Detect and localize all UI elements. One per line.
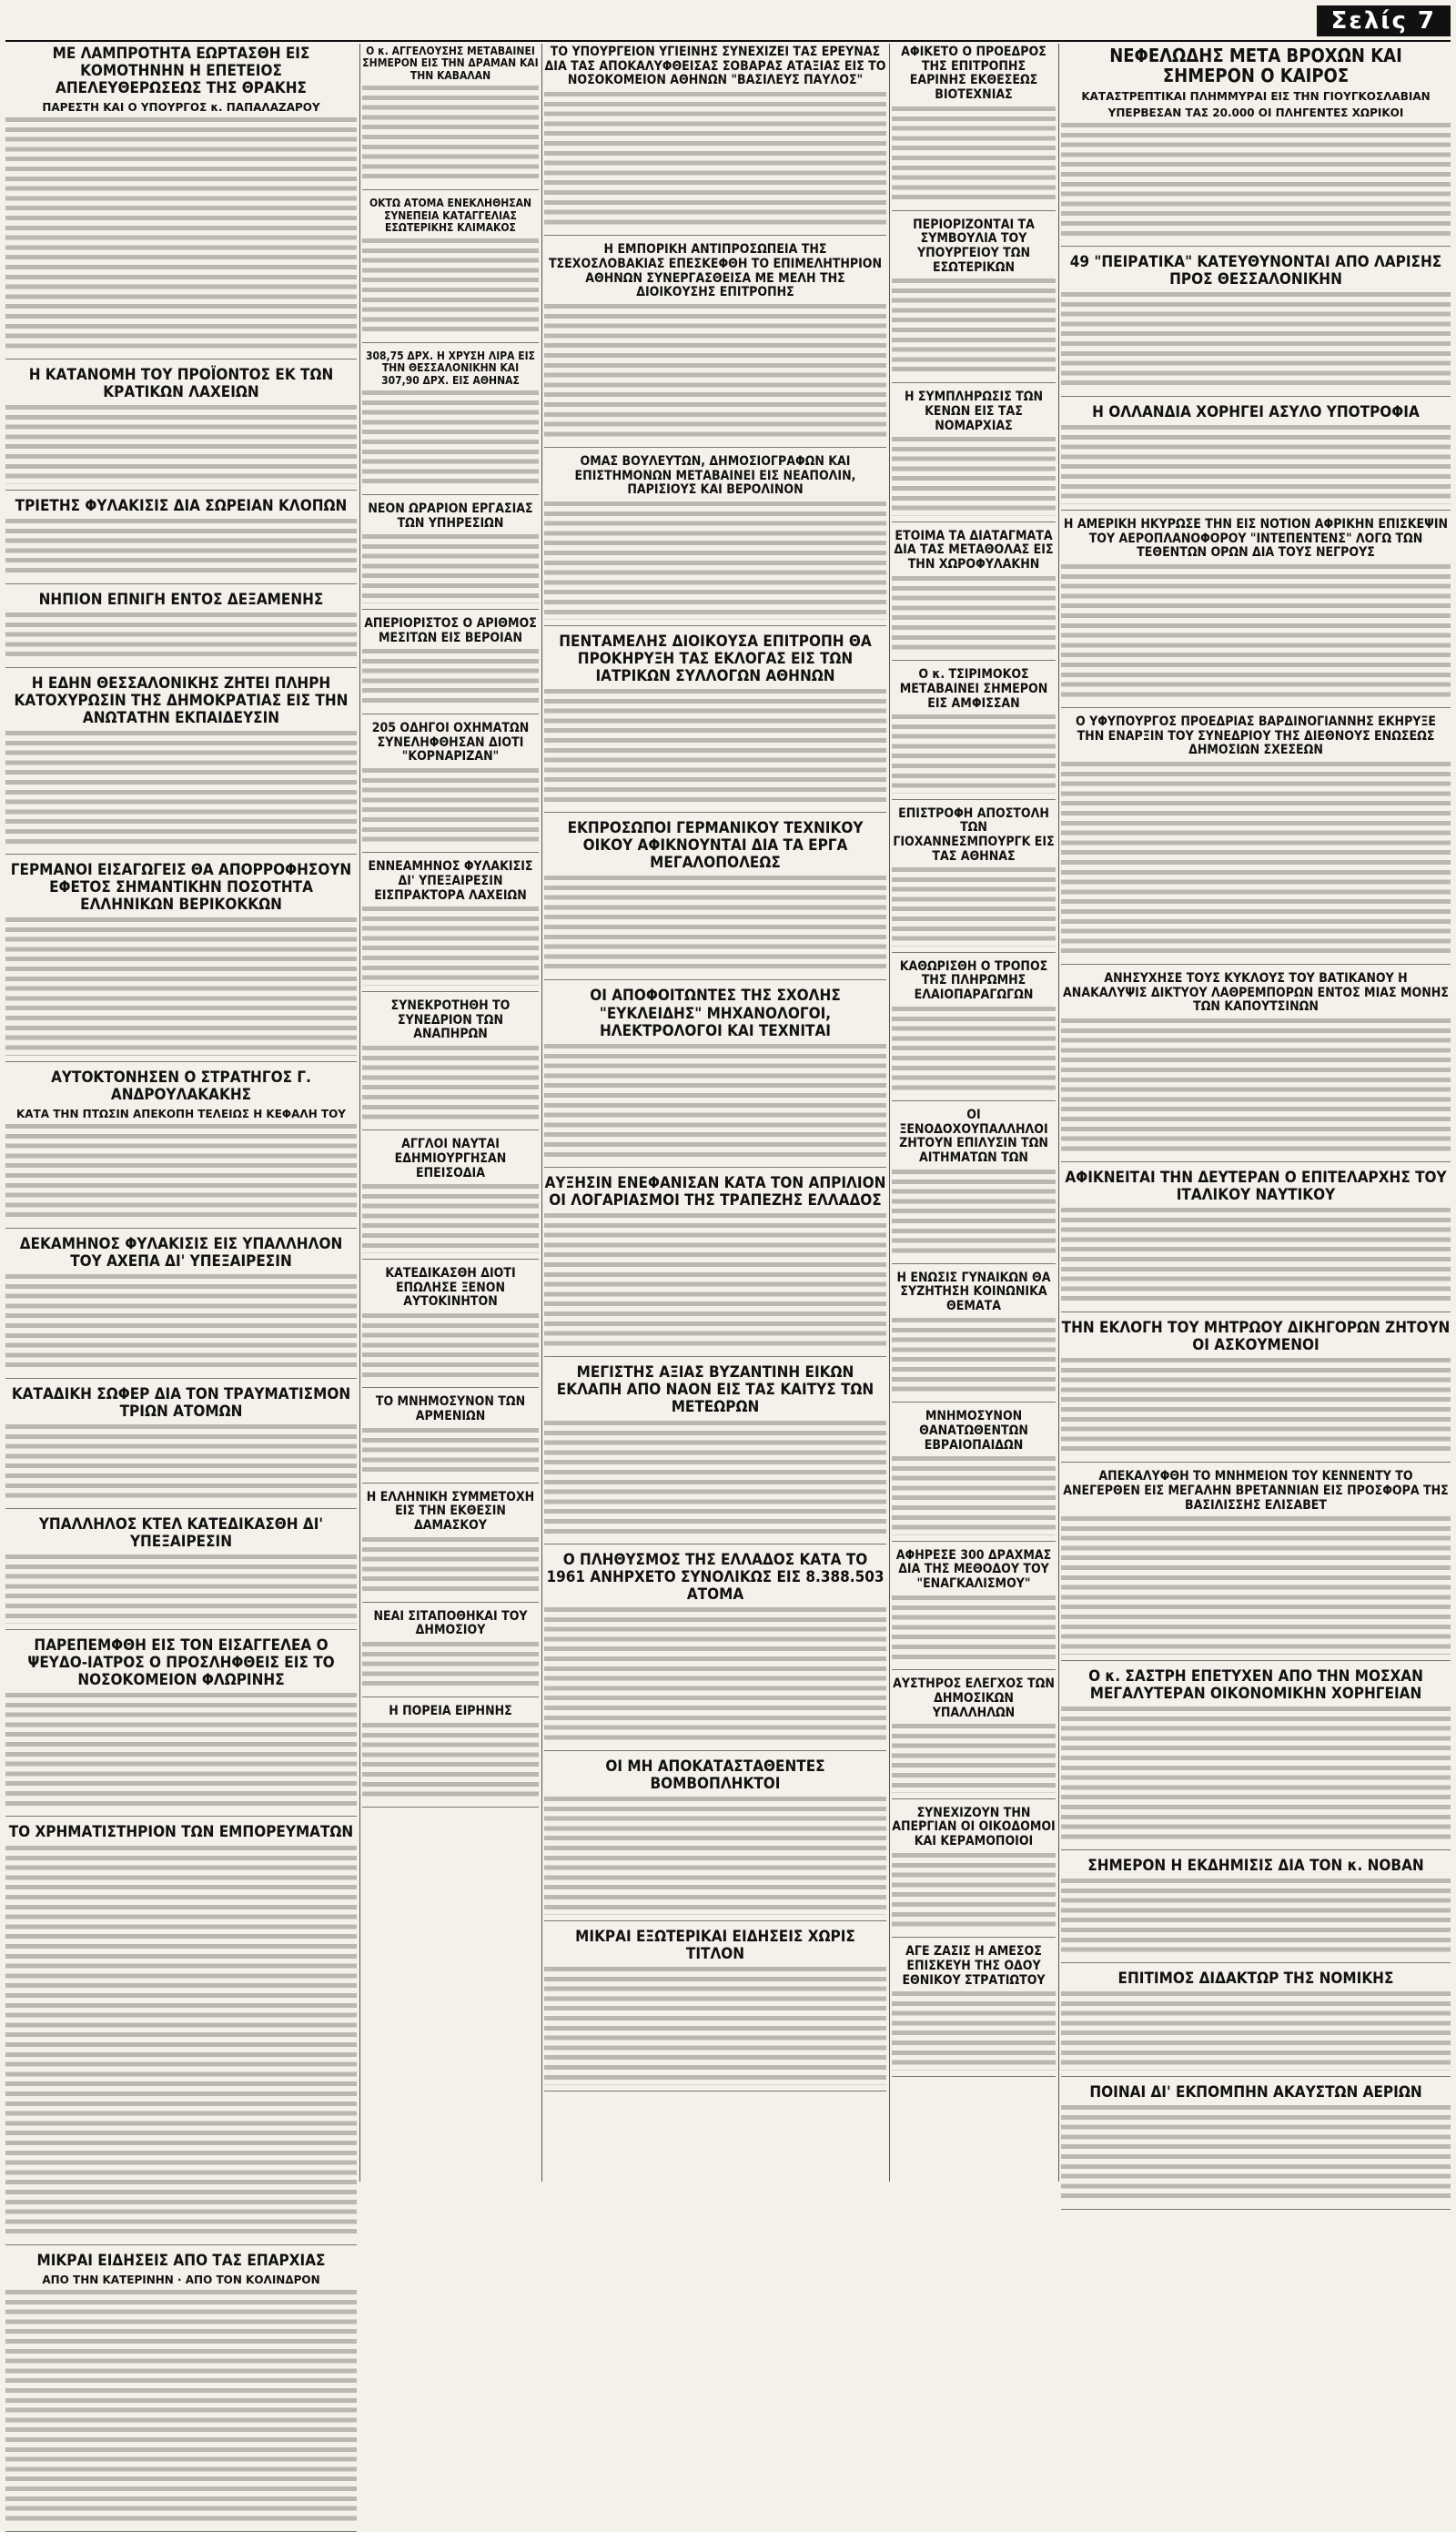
article bbox=[5, 1824, 357, 2244]
article-headline: ΑΠΕΚΑΛΥΦΘΗ ΤΟ ΜΝΗΜΕΙΟΝ ΤΟΥ ΚΕΝΝΕΝΤΥ ΤΟ ΑΝΕΓΕΡΘΕΝ ΕΙΣ ΜΕΓΑΛΗΝ ΒΡΕΤΑΝΝΙΑΝ ΕΙΣ ΠΡΟΣΦΟΡΑ ΤΗΣ ΒΑΣΙΛΙΣΣΗΣ ΕΛΙΣΑΒΕΤ bbox=[1063, 1469, 1449, 1513]
article-headline: ΕΤΟΙΜΑ ΤΑ ΔΙΑΤΑΓΜΑΤΑ ΔΙΑ ΤΑΣ ΜΕΤΑΘΟΛΑΣ ΕΙΣ ΤΗΝ ΧΩΡΟΦΥΛΑΚΗΝ bbox=[894, 528, 1054, 572]
article bbox=[1061, 1170, 1451, 1312]
article-body bbox=[362, 906, 539, 985]
article bbox=[362, 350, 539, 495]
body-text-lines bbox=[362, 649, 539, 708]
article-headline: ΑΦΙΚΝΕΙΤΑΙ ΤΗΝ ΔΕΥΤΕΡΑΝ Ο ΕΠΙΤΕΛΑΡΧΗΣ ΤΟΥ ΙΤΑΛΙΚΟΥ ΝΑΥΤΙΚΟΥ bbox=[1065, 1169, 1447, 1205]
column-2 bbox=[362, 44, 539, 2182]
article-headline: ΠΕΡΙΟΡΙΖΟΝΤΑΙ ΤΑ ΣΥΜΒΟΥΛΙΑ ΤΟΥ ΥΠΟΥΡΓΕΙΟΥ ΤΩΝ ΕΣΩΤΕΡΙΚΩΝ bbox=[913, 217, 1035, 275]
column-5 bbox=[1061, 44, 1451, 2182]
article bbox=[544, 1758, 886, 1921]
article-headline: 308,75 ΔΡΧ. Η ΧΡΥΣΗ ΛΙΡΑ ΕΙΣ ΤΗΝ ΘΕΣΣΑΛΟΝΙΚΗΝ ΚΑΙ 307,90 ΔΡΧ. ΕΙΣ ΑΘΗΝΑΣ bbox=[365, 349, 536, 387]
article bbox=[5, 675, 357, 856]
article-headline: Η ΕΝΩΣΙΣ ΓΥΝΑΙΚΩΝ ΘΑ ΣΥΖΗΤΗΣΗ ΚΟΙΝΩΝΙΚΑ ΘΕΜΑΤΑ bbox=[896, 1270, 1051, 1314]
article-headline: ΝΗΠΙΟΝ ΕΠΝΙΓΗ ΕΝΤΟΣ ΔΕΞΑΜΕΝΗΣ bbox=[38, 590, 324, 609]
article-body bbox=[1061, 1208, 1451, 1306]
article bbox=[5, 1516, 357, 1630]
article-headline: ΜΝΗΜΟΣΥΝΟΝ ΘΑΝΑΤΩΘΕΝΤΩΝ ΕΒΡΑΙΟΠΑΙΔΩΝ bbox=[919, 1409, 1028, 1453]
article-headline: ΑΥΤΟΚΤΟΝΗΣΕΝ Ο ΣΤΡΑΤΗΓΟΣ Γ. ΑΝΔΡΟΥΛΑΚΑΚΗΣ bbox=[51, 1068, 311, 1104]
article bbox=[1061, 404, 1451, 510]
article-body bbox=[892, 867, 1056, 946]
body-text-lines bbox=[544, 92, 886, 229]
article-headline: ΜΙΚΡΑΙ ΕΙΔΗΣΕΙΣ ΑΠΟ ΤΑΣ ΕΠΑΡΧΙΑΣ bbox=[36, 2251, 326, 2270]
body-text-lines bbox=[362, 86, 539, 184]
article bbox=[1061, 2084, 1451, 2210]
body-text-lines bbox=[5, 519, 357, 578]
article-body bbox=[1061, 123, 1451, 241]
article-body bbox=[1061, 1358, 1451, 1456]
column-rule bbox=[1058, 44, 1059, 2182]
body-text-lines bbox=[892, 437, 1056, 515]
body-text-lines bbox=[1061, 564, 1451, 702]
article bbox=[544, 820, 886, 980]
article-headline: ΑΝΗΣΥΧΗΣΕ ΤΟΥΣ ΚΥΚΛΟΥΣ ΤΟΥ ΒΑΤΙΚΑΝΟΥ Η ΑΝΑΚΑΛΥΨΙΣ ΔΙΚΤΥΟΥ ΛΑΘΡΕΜΠΟΡΩΝ ΕΝΤΟΣ ΜΙΑΣ ΜΟΝΗΣ ΤΩΝ ΚΑΠΟΥΤΣΙΝΩΝ bbox=[1063, 971, 1449, 1015]
article bbox=[1061, 1970, 1451, 2076]
body-text-lines bbox=[1061, 292, 1451, 390]
article-headline: ΑΠΕΡΙΟΡΙΣΤΟΣ Ο ΑΡΙΘΜΟΣ ΜΕΣΙΤΩΝ ΕΙΣ ΒΕΡΟΙΑΝ bbox=[364, 615, 537, 645]
article-body bbox=[544, 501, 886, 620]
article-headline: ΝΕΟΝ ΩΡΑΡΙΟΝ ΕΡΓΑΣΙΑΣ ΤΩΝ ΥΠΗΡΕΣΙΩΝ bbox=[368, 501, 533, 531]
body-text-lines bbox=[892, 1853, 1056, 1931]
article-headline: Ο κ. ΑΓΓΕΛΟΥΣΗΣ ΜΕΤΑΒΑΙΝΕΙ ΣΗΜΕΡΟΝ ΕΙΣ ΤΗΝ ΔΡΑΜΑΝ ΚΑΙ ΤΗΝ ΚΑΒΑΛΑΝ bbox=[362, 45, 539, 82]
column-rule bbox=[359, 44, 360, 2182]
article-headline: ΑΓΕ ΖΑΣΙΣ Η ΑΜΕΣΟΣ ΕΠΙΣΚΕΥΗ ΤΗΣ ΟΔΟΥ ΕΘΝΙΚΟΥ ΣΤΡΑΤΙΩΤΟΥ bbox=[902, 1944, 1046, 1988]
body-text-lines bbox=[5, 1124, 357, 1222]
body-text-lines bbox=[892, 1170, 1056, 1258]
article bbox=[544, 987, 886, 1168]
article-body bbox=[1061, 762, 1451, 958]
article-headline: ΑΓΓΛΟΙ ΝΑΥΤΑΙ ΕΔΗΜΙΟΥΡΓΗΣΑΝ ΕΠΕΙΣΟΔΙΑ bbox=[394, 1137, 507, 1180]
article bbox=[362, 722, 539, 853]
article-body bbox=[892, 437, 1056, 515]
article-body bbox=[5, 1693, 357, 1811]
article-headline: ΟΙ ΜΗ ΑΠΟΚΑΤΑΣΤΑΘΕΝΤΕΣ ΒΟΜΒΟΠΛΗΚΤΟΙ bbox=[605, 1757, 825, 1794]
body-text-lines bbox=[892, 1991, 1056, 2070]
article bbox=[892, 1410, 1056, 1541]
article-headline: 205 ΟΔΗΓΟΙ ΟΧΗΜΑΤΩΝ ΣΥΝΕΛΗΦΘΗΣΑΝ ΔΙΟΤΙ "ΚΟΡΝΑΡΙΖΑΝ" bbox=[371, 721, 530, 765]
body-text-lines bbox=[1061, 1707, 1451, 1844]
article-body bbox=[5, 2290, 357, 2526]
article-body bbox=[892, 1318, 1056, 1396]
body-text-lines bbox=[1061, 425, 1451, 503]
article bbox=[362, 46, 539, 190]
article-headline: ΣΥΝΕΧΙΖΟΥΝ ΤΗΝ ΑΠΕΡΓΙΑΝ ΟΙ ΟΙΚΟΔΟΜΟΙ ΚΑΙ ΚΕΡΑΜΟΠΟΙΟΙ bbox=[892, 1805, 1056, 1849]
article bbox=[892, 46, 1056, 211]
article bbox=[5, 367, 357, 490]
article-headline: Ο ΥΦΥΠΟΥΡΓΟΣ ΠΡΟΕΔΡΙΑΣ ΒΑΡΔΙΝΟΓΙΑΝΝΗΣ ΕΚΗΡΥΞΕ ΤΗΝ ΕΝΑΡΞΙΝ ΤΟΥ ΣΥΝΕΔΡΙΟΥ ΤΗΣ ΔΙΕΘΝΟΥΣ ΕΝΩΣΕΩΣ ΔΗΜΟΣΙΩΝ ΣΧΕΣΕΩΝ bbox=[1076, 714, 1436, 758]
article bbox=[544, 243, 886, 448]
body-text-lines bbox=[544, 1213, 886, 1351]
article-body bbox=[362, 649, 539, 708]
masthead bbox=[5, 5, 1451, 42]
body-text-lines bbox=[362, 768, 539, 846]
article bbox=[544, 633, 886, 814]
article bbox=[362, 1267, 539, 1389]
column-1 bbox=[5, 44, 357, 2286]
article bbox=[892, 960, 1056, 1101]
article bbox=[892, 1549, 1056, 1671]
body-text-lines bbox=[362, 1313, 539, 1382]
article-body bbox=[5, 613, 357, 662]
article-body bbox=[5, 1846, 357, 2239]
article-subheadline: ΑΠΟ ΤΗΝ ΚΑΤΕΡΙΝΗΝ · ΑΠΟ ΤΟΝ ΚΟΛΙΝΔΡΟΝ bbox=[42, 2273, 320, 2286]
article bbox=[1061, 254, 1451, 397]
article-headline: Ο κ. ΤΣΙΡΙΜΟΚΟΣ ΜΕΤΑΒΑΙΝΕΙ ΣΗΜΕΡΟΝ ΕΙΣ ΑΜΦΙΣΣΑΝ bbox=[899, 667, 1048, 711]
article-headline: ΚΑΤΑΔΙΚΗ ΣΩΦΕΡ ΔΙΑ ΤΟΝ ΤΡΑΥΜΑΤΙΣΜΟΝ ΤΡΙΩΝ ΑΤΟΜΩΝ bbox=[11, 1384, 351, 1421]
article-headline: ΑΦΙΚΕΤΟ Ο ΠΡΟΕΔΡΟΣ ΤΗΣ ΕΠΙΤΡΟΠΗΣ ΕΑΡΙΝΗΣ ΕΚΘΕΣΕΩΣ ΒΙΟΤΕΧΝΙΑΣ bbox=[901, 45, 1046, 103]
article-subheadline: ΠΑΡΕΣΤΗ ΚΑΙ Ο ΥΠΟΥΡΓΟΣ κ. ΠΑΠΑΛΑΖΑΡΟΥ bbox=[42, 101, 320, 115]
article bbox=[544, 455, 886, 626]
article-body bbox=[1061, 425, 1451, 503]
article bbox=[1061, 1470, 1451, 1660]
article-body bbox=[1061, 1018, 1451, 1156]
body-text-lines bbox=[544, 1967, 886, 2085]
article-body bbox=[5, 1124, 357, 1222]
article bbox=[1061, 518, 1451, 708]
article-body bbox=[5, 1424, 357, 1503]
article bbox=[892, 218, 1056, 384]
article-headline: ΠΕΝΤΑΜΕΛΗΣ ΔΙΟΙΚΟΥΣΑ ΕΠΙΤΡΟΠΗ ΘΑ ΠΡΟΚΗΡΥΞΗ ΤΑΣ ΕΚΛΟΓΑΣ ΕΙΣ ΤΩΝ ΙΑΤΡΙΚΩΝ ΣΥΛΛΟΓΩΝ ΑΘΗΝΩΝ bbox=[559, 632, 872, 685]
body-text-lines bbox=[1061, 1208, 1451, 1306]
article-headline: ΜΕ ΛΑΜΠΡΟΤΗΤΑ ΕΩΡΤΑΣΘΗ ΕΙΣ ΚΟΜΟΤΗΝΗΝ Η ΕΠΕΤΕΙΟΣ ΑΠΕΛΕΥΘΕΡΩΣΕΩΣ ΤΗΣ ΘΡΑΚΗΣ bbox=[52, 45, 310, 98]
article-body bbox=[1061, 564, 1451, 702]
article-body bbox=[892, 1007, 1056, 1095]
article bbox=[5, 1386, 357, 1509]
body-text-lines bbox=[544, 1607, 886, 1745]
article bbox=[1061, 972, 1451, 1162]
article-headline: ΑΦΗΡΕΣΕ 300 ΔΡΑΧΜΑΣ ΔΙΑ ΤΗΣ ΜΕΘΟΔΟΥ ΤΟΥ "ΕΝΑΓΚΑΛΙΣΜΟΥ" bbox=[895, 1547, 1052, 1591]
article-headline: ΜΙΚΡΑΙ ΕΞΩΤΕΡΙΚΑΙ ΕΙΔΗΣΕΙΣ ΧΩΡΙΣ ΤΙΤΛΟΝ bbox=[575, 1928, 855, 1964]
article-body bbox=[544, 1967, 886, 2085]
body-text-lines bbox=[362, 390, 539, 489]
article-headline: Η ΕΔΗΝ ΘΕΣΣΑΛΟΝΙΚΗΣ ΖΗΤΕΙ ΠΛΗΡΗ ΚΑΤΟΧΥΡΩΣΙΝ ΤΗΣ ΔΗΜΟΚΡΑΤΙΑΣ ΕΙΣ ΤΗΝ ΑΝΩΤΑΤΗΝ ΕΚΠΑΙΔΕΥΣΙΝ bbox=[14, 674, 349, 727]
article bbox=[362, 999, 539, 1130]
article-body bbox=[544, 1213, 886, 1351]
article-body bbox=[362, 1046, 539, 1124]
body-text-lines bbox=[5, 613, 357, 662]
article-body bbox=[892, 1991, 1056, 2070]
body-text-lines bbox=[362, 1184, 539, 1253]
body-text-lines bbox=[544, 689, 886, 807]
article-body bbox=[362, 1428, 539, 1477]
article-headline: ΤΟ ΜΝΗΜΟΣΥΝΟΝ ΤΩΝ ΑΡΜΕΝΙΩΝ bbox=[375, 1394, 526, 1424]
article-headline: ΟΜΑΣ ΒΟΥΛΕΥΤΩΝ, ΔΗΜΟΣΙΟΓΡΑΦΩΝ ΚΑΙ ΕΠΙΣΤΗΜΟΝΩΝ ΜΕΤΑΒΑΙΝΕΙ ΕΙΣ ΝΕΑΠΟΛΙΝ, ΠΑΡΙΣΙΟΥΣ ΚΑΙ ΒΕΡΟΛΙΝΟΝ bbox=[574, 454, 856, 498]
article-headline: Η ΣΥΜΠΛΗΡΩΣΙΣ ΤΩΝ ΚΕΝΩΝ ΕΙΣ ΤΑΣ ΝΟΜΑΡΧΙΑΣ bbox=[904, 390, 1044, 433]
article-subheadline: ΥΠΕΡΒΕΣΑΝ ΤΑΣ 20.000 ΟΙ ΠΛΗΓΕΝΤΕΣ ΧΩΡΙΚΟΙ bbox=[1107, 106, 1404, 119]
article bbox=[892, 390, 1056, 522]
article-body bbox=[892, 1853, 1056, 1931]
body-text-lines bbox=[362, 1723, 539, 1801]
body-text-lines bbox=[1061, 1358, 1451, 1456]
article bbox=[892, 807, 1056, 953]
body-text-lines bbox=[5, 1555, 357, 1624]
article-body bbox=[1061, 1707, 1451, 1844]
article-body bbox=[5, 405, 357, 483]
article-headline: Η ΠΟΡΕΙΑ ΕΙΡΗΝΗΣ bbox=[389, 1703, 512, 1718]
article-headline: ΠΑΡΕΠΕΜΦΘΗ ΕΙΣ ΤΟΝ ΕΙΣΑΓΓΕΛΕΑ Ο ΨΕΥΔΟ-ΙΑΤΡΟΣ Ο ΠΡΟΣΛΗΦΘΕΙΣ ΕΙΣ ΤΟ ΝΟΣΟΚΟΜΕΙΟΝ ΦΛΩΡΙΝΗΣ bbox=[27, 1636, 335, 1689]
body-text-lines bbox=[5, 1846, 357, 2239]
article-headline: 49 "ΠΕΙΡΑΤΙΚΑ" ΚΑΤΕΥΘΥΝΟΝΤΑΙ ΑΠΟ ΛΑΡΙΣΗΣ ΠΡΟΣ ΘΕΣΣΑΛΟΝΙΚΗΝ bbox=[1069, 253, 1442, 289]
body-text-lines bbox=[1061, 762, 1451, 958]
article-body bbox=[362, 768, 539, 846]
article-headline: Η ΑΜΕΡΙΚΗ ΗΚΥΡΩΣΕ ΤΗΝ ΕΙΣ ΝΟΤΙΟΝ ΑΦΡΙΚΗΝ ΕΠΙΣΚΕΨΙΝ ΤΟΥ ΑΕΡΟΠΛΑΝΟΦΟΡΟΥ "ΙΝΤΕΠΕΝΤΕΝΣ" ΛΟΓΩ ΤΩΝ ΤΕΘΕΝΤΩΝ ΟΡΩΝ ΔΙΑ ΤΟΥΣ ΝΕΓΡΟΥΣ bbox=[1063, 516, 1449, 561]
article bbox=[5, 498, 357, 584]
article bbox=[362, 1610, 539, 1697]
article-body bbox=[892, 1724, 1056, 1793]
article-body bbox=[362, 1723, 539, 1801]
article-headline: Η ΕΛΛΗΝΙΚΗ ΣΥΜΜΕΤΟΧΗ ΕΙΣ ΤΗΝ ΕΚΘΕΣΙΝ ΔΑΜΑΣΚΟΥ bbox=[366, 1489, 535, 1534]
body-text-lines bbox=[892, 576, 1056, 654]
article-body bbox=[5, 1274, 357, 1372]
article bbox=[5, 862, 357, 1061]
article bbox=[362, 1491, 539, 1603]
article-headline: ΔΕΚΑΜΗΝΟΣ ΦΥΛΑΚΙΣΙΣ ΕΙΣ ΥΠΑΛΛΗΛΟΝ ΤΟΥ ΑΧΕΠΑ ΔΙ' ΥΠΕΞΑΙΡΕΣΙΝ bbox=[19, 1234, 343, 1271]
article-body bbox=[362, 1313, 539, 1382]
article-headline: ΑΥΣΤΗΡΟΣ ΕΛΕΓΧΟΣ ΤΩΝ ΔΗΜΟΣΙΚΩΝ ΥΠΑΛΛΗΛΩΝ bbox=[893, 1676, 1055, 1720]
article bbox=[544, 1175, 886, 1357]
article bbox=[362, 617, 539, 714]
article-headline: ΓΕΡΜΑΝΟΙ ΕΙΣΑΓΩΓΕΙΣ ΘΑ ΑΠΟΡΡΟΦΗΣΟΥΝ ΕΦΕΤΟΣ ΣΗΜΑΝΤΙΚΗΝ ΠΟΣΟΤΗΤΑ ΕΛΛΗΝΙΚΩΝ ΒΕΡΙΚΟΚΚΩΝ bbox=[10, 861, 352, 915]
body-text-lines bbox=[1061, 1991, 1451, 2070]
body-text-lines bbox=[544, 876, 886, 974]
body-text-lines bbox=[5, 1274, 357, 1372]
body-text-lines bbox=[5, 1693, 357, 1811]
article-headline: ΕΝΝΕΑΜΗΝΟΣ ΦΥΛΑΚΙΣΙΣ ΔΙ' ΥΠΕΞΑΙΡΕΣΙΝ ΕΙΣΠΡΑΚΤΟΡΑ ΛΑΧΕΙΩΝ bbox=[368, 859, 533, 903]
body-text-lines bbox=[544, 1044, 886, 1162]
article-headline: ΠΟΙΝΑΙ ΔΙ' ΕΚΠΟΜΠΗΝ ΑΚΑΥΣΤΩΝ ΑΕΡΙΩΝ bbox=[1089, 2082, 1422, 2102]
article bbox=[362, 197, 539, 342]
article-headline: Η ΕΜΠΟΡΙΚΗ ΑΝΤΙΠΡΟΣΩΠΕΙΑ ΤΗΣ ΤΣΕΧΟΣΛΟΒΑΚΙΑΣ ΕΠΕΣΚΕΦΘΗ ΤΟ ΕΠΙΜΕΛΗΤΗΡΙΟΝ ΑΘΗΝΩΝ ΣΥΝΕΡΓΑΣΘΕΙΣΑ ΜΕ ΜΕΛΗ ΤΗΣ ΔΙΟΙΚΟΥΣΗΣ ΕΠΙΤΡΟΠΗΣ bbox=[548, 242, 883, 300]
article-headline: Η ΚΑΤΑΝΟΜΗ ΤΟΥ ΠΡΟΪΟΝΤΟΣ ΕΚ ΤΩΝ ΚΡΑΤΙΚΩΝ ΛΑΧΕΙΩΝ bbox=[28, 366, 334, 402]
article bbox=[892, 1945, 1056, 2076]
article bbox=[362, 860, 539, 991]
article-body bbox=[5, 117, 357, 353]
article bbox=[892, 1109, 1056, 1264]
body-text-lines bbox=[1061, 2105, 1451, 2203]
article bbox=[1061, 1858, 1451, 1963]
article-body bbox=[544, 1797, 886, 1915]
page-number-label: Σελίς 7 bbox=[1317, 5, 1451, 36]
article-body bbox=[362, 86, 539, 184]
article-headline: ΚΑΤΕΔΙΚΑΣΘΗ ΔΙΟΤΙ ΕΠΩΛΗΣΕ ΞΕΝΟΝ ΑΥΤΟΚΙΝΗΤΟΝ bbox=[385, 1265, 516, 1310]
article-body bbox=[544, 1421, 886, 1539]
body-text-lines bbox=[5, 2290, 357, 2526]
article-headline: ΚΑΘΩΡΙΣΘΗ Ο ΤΡΟΠΟΣ ΤΗΣ ΠΛΗΡΩΜΗΣ ΕΛΑΙΟΠΑΡΑΓΩΓΩΝ bbox=[899, 958, 1048, 1003]
article-headline: ΣΥΝΕΚΡΟΤΗΘΗ ΤΟ ΣΥΝΕΔΡΙΟΝ ΤΩΝ ΑΝΑΠΗΡΩΝ bbox=[390, 998, 511, 1042]
body-text-lines bbox=[5, 405, 357, 483]
article bbox=[1061, 715, 1451, 965]
body-text-lines bbox=[362, 1537, 539, 1596]
body-text-lines bbox=[892, 1318, 1056, 1396]
body-text-lines bbox=[362, 1046, 539, 1124]
article bbox=[544, 1929, 886, 2091]
body-text-lines bbox=[892, 867, 1056, 946]
article-body bbox=[892, 279, 1056, 377]
body-text-lines bbox=[892, 1007, 1056, 1095]
article bbox=[5, 1637, 357, 1818]
article bbox=[544, 46, 886, 236]
body-text-lines bbox=[362, 1428, 539, 1477]
article-headline: Η ΟΛΛΑΝΔΙΑ ΧΟΡΗΓΕΙ ΑΣΥΛΟ ΥΠΟΤΡΟΦΙΑ bbox=[1092, 403, 1420, 422]
article bbox=[362, 502, 539, 610]
article-body bbox=[1061, 1991, 1451, 2070]
article-body bbox=[892, 1170, 1056, 1258]
article bbox=[5, 1236, 357, 1379]
body-text-lines bbox=[362, 906, 539, 985]
article-headline: ΑΥΞΗΣΙΝ ΕΝΕΦΑΝΙΣΑΝ ΚΑΤΑ ΤΟΝ ΑΠΡΙΛΙΟΝ ΟΙ ΛΟΓΑΡΙΑΣΜΟΙ ΤΗΣ ΤΡΑΠΕΖΗΣ ΕΛΛΑΔΟΣ bbox=[544, 1174, 886, 1210]
article-headline: ΤΗΝ ΕΚΛΟΓΗ ΤΟΥ ΜΗΤΡΩΟΥ ΔΙΚΗΓΟΡΩΝ ΖΗΤΟΥΝ ΟΙ ΑΣΚΟΥΜΕΝΟΙ bbox=[1061, 1319, 1451, 1355]
article-body bbox=[892, 1595, 1056, 1665]
article-body bbox=[1061, 2105, 1451, 2203]
body-text-lines bbox=[5, 117, 357, 353]
article-body bbox=[362, 1184, 539, 1253]
article bbox=[1061, 46, 1451, 247]
article-body bbox=[362, 238, 539, 337]
article-headline: ΣΗΜΕΡΟΝ Η ΕΚΔΗΜΙΣΙΣ ΔΙΑ ΤΟΝ κ. ΝΟΒΑΝ bbox=[1087, 1856, 1424, 1875]
article bbox=[892, 530, 1056, 661]
body-text-lines bbox=[362, 238, 539, 337]
article-headline: ΤΡΙΕΤΗΣ ΦΥΛΑΚΙΣΙΣ ΔΙΑ ΣΩΡΕΙΑΝ ΚΛΟΠΩΝ bbox=[15, 496, 348, 515]
article bbox=[892, 668, 1056, 799]
article-headline: ΟΙ ΞΕΝΟΔΟΧΟΥΠΑΛΛΗΛΟΙ ΖΗΤΟΥΝ ΕΠΙΛΥΣΙΝ ΤΩΝ ΑΙΤΗΜΑΤΩΝ ΤΩΝ bbox=[899, 1107, 1048, 1165]
article-body bbox=[5, 917, 357, 1055]
body-text-lines bbox=[544, 304, 886, 441]
article-body bbox=[1061, 1879, 1451, 1957]
article bbox=[892, 1271, 1056, 1403]
article bbox=[5, 592, 357, 668]
article-body bbox=[5, 1555, 357, 1624]
body-text-lines bbox=[362, 1642, 539, 1691]
article-headline: ΥΠΑΛΛΗΛΟΣ ΚΤΕΛ ΚΑΤΕΔΙΚΑΣΘΗ ΔΙ' ΥΠΕΞΑΙΡΕΣΙΝ bbox=[38, 1515, 324, 1552]
article-headline: ΕΠΙΣΤΡΟΦΗ ΑΠΟΣΤΟΛΗ ΤΩΝ ΓΙΟΧΑΝΝΕΣΜΠΟΥΡΓΚ ΕΙΣ ΤΑΣ ΑΘΗΝΑΣ bbox=[893, 805, 1055, 864]
column-4 bbox=[892, 44, 1056, 2182]
article bbox=[1061, 1668, 1451, 1850]
article-headline: ΤΟ ΧΡΗΜΑΤΙΣΤΗΡΙΟΝ ΤΩΝ ΕΜΠΟΡΕΥΜΑΤΩΝ bbox=[8, 1823, 354, 1842]
article-body bbox=[362, 1537, 539, 1596]
article-headline: ΜΕΓΙΣΤΗΣ ΑΞΙΑΣ ΒΥΖΑΝΤΙΝΗ ΕΙΚΩΝ ΕΚΛΑΠΗ ΑΠΟ ΝΑΟΝ ΕΙΣ ΤΑΣ ΚΑΙΤΥΣ ΤΩΝ ΜΕΤΕΩΡΩΝ bbox=[556, 1363, 875, 1417]
body-text-lines bbox=[892, 1724, 1056, 1793]
article-headline: ΟΙ ΑΠΟΦΟΙΤΩΝΤΕΣ ΤΗΣ ΣΧΟΛΗΣ "ΕΥΚΛΕΙΔΗΣ" ΜΗΧΑΝΟΛΟΓΟΙ, ΗΛΕΚΤΡΟΛΟΓΟΙ ΚΑΙ ΤΕΧΝΙΤΑΙ bbox=[590, 987, 841, 1040]
article-subheadline: ΚΑΤΑΣΤΡΕΠΤΙΚΑΙ ΠΛΗΜΜΥΡΑΙ ΕΙΣ ΤΗΝ ΓΙΟΥΓΚΟΣΛΑΒΙΑΝ bbox=[1081, 89, 1431, 103]
article-headline: ΟΚΤΩ ΑΤΟΜΑ ΕΝΕΚΛΗΘΗΣΑΝ ΣΥΝΕΠΕΙΑ ΚΑΤΑΓΓΕΛΙΑΣ ΕΣΩΤΕΡΙΚΗΣ ΚΛΙΜΑΚΟΣ bbox=[369, 197, 532, 235]
article-headline: ΕΠΙΤΙΜΟΣ ΔΙΔΑΚΤΩΡ ΤΗΣ ΝΟΜΙΚΗΣ bbox=[1117, 1970, 1394, 1989]
body-text-lines bbox=[892, 106, 1056, 205]
article-body bbox=[544, 92, 886, 229]
body-text-lines bbox=[544, 501, 886, 620]
article-body bbox=[544, 1044, 886, 1162]
article bbox=[362, 1395, 539, 1483]
article bbox=[544, 1552, 886, 1751]
article-body bbox=[544, 689, 886, 807]
article-body bbox=[544, 876, 886, 974]
body-text-lines bbox=[544, 1797, 886, 1915]
article-body bbox=[5, 519, 357, 578]
body-text-lines bbox=[544, 1421, 886, 1539]
article bbox=[892, 1677, 1056, 1799]
body-text-lines bbox=[1061, 1018, 1451, 1156]
body-text-lines bbox=[892, 714, 1056, 793]
article-subheadline: ΚΑΤΑ ΤΗΝ ΠΤΩΣΙΝ ΑΠΕΚΟΠΗ ΤΕΛΕΙΩΣ Η ΚΕΦΑΛΗ ΤΟΥ bbox=[16, 1107, 346, 1120]
body-text-lines bbox=[1061, 1516, 1451, 1654]
article-headline: ΕΚΠΡΟΣΩΠΟΙ ΓΕΡΜΑΝΙΚΟΥ ΤΕΧΝΙΚΟΥ ΟΙΚΟΥ ΑΦΙΚΝΟΥΝΤΑΙ ΔΙΑ ΤΑ ΕΡΓΑ ΜΕΓΑΛΟΠΟΛΕΩΣ bbox=[567, 819, 864, 873]
article bbox=[362, 1705, 539, 1808]
article bbox=[5, 1069, 357, 1229]
article bbox=[5, 46, 357, 360]
body-text-lines bbox=[892, 1595, 1056, 1665]
article bbox=[892, 1807, 1056, 1938]
column-rule bbox=[541, 44, 542, 2182]
body-text-lines bbox=[1061, 123, 1451, 241]
article-body bbox=[362, 1642, 539, 1691]
column-rule bbox=[889, 44, 890, 2182]
article-body bbox=[892, 1456, 1056, 1534]
body-text-lines bbox=[362, 534, 539, 603]
article-body bbox=[362, 534, 539, 603]
article-headline: ΝΕΦΕΛΩΔΗΣ ΜΕΤΑ ΒΡΟΧΩΝ ΚΑΙ ΣΗΜΕΡΟΝ Ο ΚΑΙΡΟΣ bbox=[1109, 45, 1402, 87]
article-body bbox=[1061, 1516, 1451, 1654]
article-body bbox=[892, 714, 1056, 793]
article-headline: ΤΟ ΥΠΟΥΡΓΕΙΟΝ ΥΓΙΕΙΝΗΣ ΣΥΝΕΧΙΖΕΙ ΤΑΣ ΕΡΕΥΝΑΣ ΔΙΑ ΤΑΣ ΑΠΟΚΑΛΥΦΘΕΙΣΑΣ ΣΟΒΑΡΑΣ ΑΤΑΞΙΑΣ ΕΙΣ ΤΟ ΝΟΣΟΚΟΜΕΙΟΝ ΑΘΗΝΩΝ "ΒΑΣΙΛΕΥΣ ΠΑΥΛΟΣ" bbox=[544, 45, 886, 88]
article-headline: Ο κ. ΣΑΣΤΡΗ ΕΠΕΤΥΧΕΝ ΑΠΟ ΤΗΝ ΜΟΣΧΑΝ ΜΕΓΑΛΥΤΕΡΑΝ ΟΙΚΟΝΟΜΙΚΗΝ ΧΟΡΗΓΕΙΑΝ bbox=[1088, 1666, 1423, 1703]
article-headline: ΝΕΑΙ ΣΙΤΑΠΟΘΗΚΑΙ ΤΟΥ ΔΗΜΟΣΙΟΥ bbox=[373, 1608, 528, 1638]
article bbox=[5, 2253, 357, 2532]
body-text-lines bbox=[5, 1424, 357, 1503]
article-body bbox=[362, 390, 539, 489]
body-text-lines bbox=[892, 1456, 1056, 1534]
article-body bbox=[544, 304, 886, 441]
article bbox=[1061, 1320, 1451, 1463]
article-headline: Ο ΠΛΗΘΥΣΜΟΣ ΤΗΣ ΕΛΛΑΔΟΣ ΚΑΤΑ ΤΟ 1961 ΑΝΗΡΧΕΤΟ ΣΥΝΟΛΙΚΩΣ ΕΙΣ 8.388.503 ΑΤΟΜΑ bbox=[546, 1551, 885, 1605]
column-3 bbox=[544, 44, 886, 2182]
body-text-lines bbox=[892, 279, 1056, 377]
article-body bbox=[544, 1607, 886, 1745]
article bbox=[362, 1138, 539, 1260]
body-text-lines bbox=[1061, 1879, 1451, 1957]
article-body bbox=[1061, 292, 1451, 390]
body-text-lines bbox=[5, 917, 357, 1055]
body-text-lines bbox=[5, 731, 357, 849]
article bbox=[544, 1364, 886, 1545]
article-body bbox=[892, 576, 1056, 654]
article-body bbox=[5, 731, 357, 849]
article-body bbox=[892, 106, 1056, 205]
